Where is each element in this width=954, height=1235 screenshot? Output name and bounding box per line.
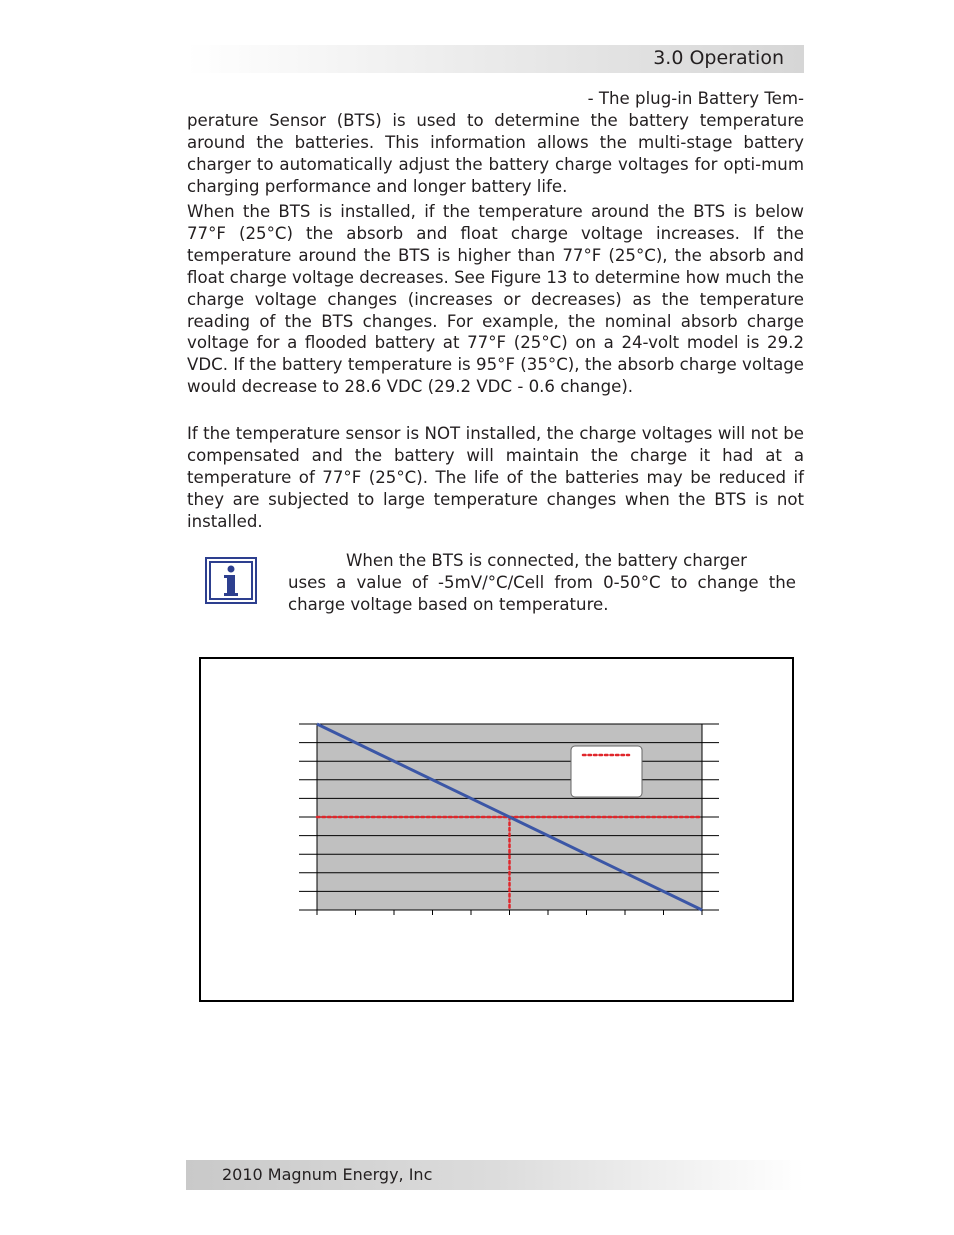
- paragraph-bts-intro: [187, 88, 804, 198]
- figure-frame: [199, 657, 794, 1002]
- info-note: [288, 550, 796, 616]
- info-note-first-line: When the BTS is connected, the battery charger: [346, 551, 747, 570]
- section-title: 3.0 Operation: [653, 47, 784, 69]
- paragraph-bts-not-installed: If the temperature sensor is NOT installed, the charge voltages will not be compensated and the battery will maintain the charge it had at a temperature of 77°F (25°C). The life of the batteries may be reduced if they are subjected to large temperature changes when the BTS is not installed.: [187, 424, 804, 531]
- header-bar: [186, 45, 804, 73]
- paragraph-bts-installed: When the BTS is installed, if the temperature around the BTS is below 77°F (25°C) the absorb and float charge voltage increases. If the temperature around the BTS is higher than 77°F (25°C), the absorb and float charge voltage decreases. See Figure 13 to determine how much the charge voltage changes (increases or decreases) as the temperature reading of the BTS changes. For example, the nominal absorb charge voltage for a flooded battery at 77°F (25°C) on a 24-volt model is 29.2 VDC. If the battery temperature is 95°F (35°C), the absorb charge voltage would decrease to 28.6 VDC (29.2 VDC - 0.6 change).: [187, 202, 804, 397]
- footer-copyright: 2010 Magnum Energy, Inc: [222, 1165, 433, 1184]
- temperature-compensation-chart: [201, 659, 792, 1000]
- info-note-rest: uses a value of -5mV/°C/Cell from 0-50°C to change the charge voltage based on temperature.: [288, 572, 796, 614]
- legend-box: [571, 746, 642, 797]
- info-icon: [205, 557, 257, 604]
- footer-bar: [186, 1160, 804, 1190]
- paragraph-lead-in: - The plug-in Battery Tem-: [587, 89, 804, 108]
- paragraph-bts-intro-text: perature Sensor (BTS) is used to determine the battery temperature around the batteries. This information allows the multi-stage battery charger to automatically adjust the battery charge voltages for opti-mum charging performance and longer battery life.: [187, 110, 804, 196]
